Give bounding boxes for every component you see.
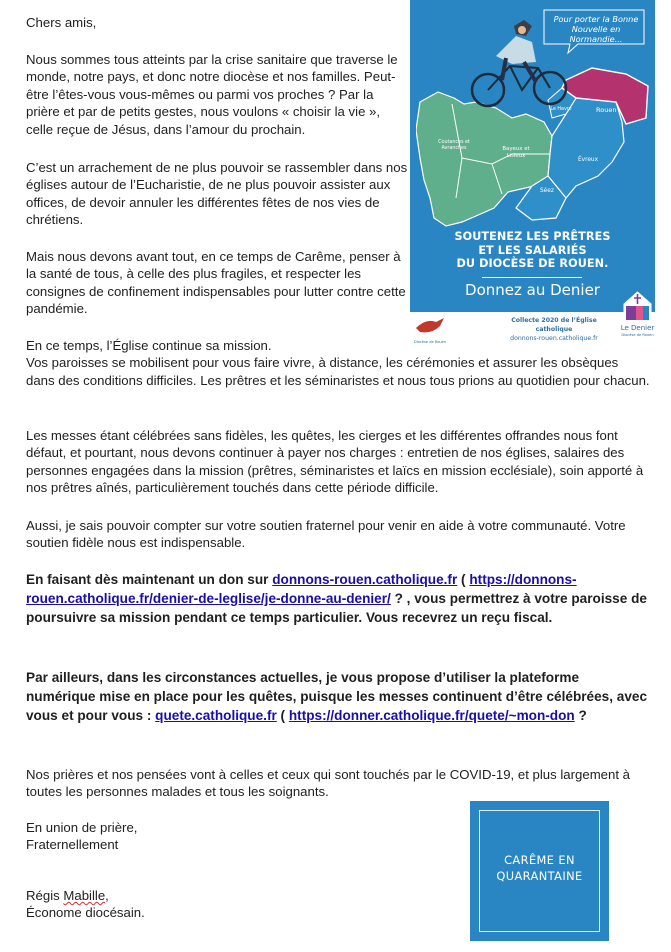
quete-paren: ( (276, 708, 289, 723)
signature-title: Économe diocésain. (26, 905, 145, 921)
donation-text-pre: En faisant dès maintenant un don sur (26, 572, 273, 587)
diocese-logo (412, 316, 448, 344)
paragraph-prayers: Nos prières et nos pensées vont à celles et ceux qui sont touchés par le COVID-19, et plus largement à toutes les personnes malades et tous les soignants. (26, 767, 631, 800)
paragraph-quete (26, 668, 650, 725)
denier-logo-text: Le Denier (620, 324, 655, 332)
region-le-havre: Le Havre (550, 107, 572, 112)
donation-paren: ( (457, 572, 470, 587)
region-seez: Séez (540, 188, 554, 194)
paragraph-crisis: Nous sommes tous atteints par la crise sanitaire que traverse le monde, notre pays, et donc notre diocèse et nos familles. Peut-être l’êtes-vous vous-mêmes ou parmi vos proches ? Par la prière et par de petits gestes, nous voulons « choisir la vie », celle reçue de Jésus, dans l’amour du prochain. (26, 52, 398, 137)
quete-url-link[interactable]: https://donner.catholique.fr/quete/~mon-don (288, 708, 575, 723)
poster-tagline: Pour porter la Bonne Nouvelle en Normandie... (553, 14, 639, 44)
denier-url-link[interactable]: https://donnons-rouen.catholique.fr/denier-de-leglise/je-donne-au-denier/ (26, 572, 577, 606)
donation-text-post: ? , vous permettrez à votre paroisse de poursuivre sa mission pendant ce temps particulier. Vous recevrez un reçu fiscal. (26, 591, 647, 625)
donnons-rouen-link[interactable]: donnons-rouen.catholique.fr (272, 572, 458, 587)
denier-logo (620, 290, 655, 345)
careme-text: CARÊME EN QUARANTAINE (496, 853, 583, 883)
church-icon (620, 290, 655, 324)
paragraph-lent: Mais nous devons avant tout, en ce temps de Carême, penser à la santé de tous, à celle des plus fragiles, et respecter les consignes de confinement indispensables pour lutter contre cette pandémie. (26, 249, 406, 317)
diocese-logo-text: Diocèse de Rouen (413, 340, 447, 345)
poster-footer: Collecte 2020 de l’Église catholique donnons-rouen.catholique.fr (510, 317, 598, 342)
poster-divider (482, 277, 582, 278)
careme-quarantaine-box (470, 801, 609, 941)
poster-headline: SOUTENEZ LES PRÊTRES ET LES SALARIÉS DU DIOCÈSE DE ROUEN. (454, 230, 611, 270)
quete-text-pre: Par ailleurs, dans les circonstances actuelles, je vous propose d’utiliser la plateforme numérique mise en place pour les quêtes, puisque les messes continuent d’être célébrées, avec vous et pour vous : (26, 670, 648, 723)
mission-body: Vos paroisses se mobilisent pour vous faire vivre, à distance, les cérémonies et assurer les obsèques dans des conditions difficiles. Les prêtres et les séminaristes et nous tous prions au quotidien pour chacun. (26, 355, 650, 388)
cyclist-icon (466, 18, 576, 110)
mission-intro: En ce temps, l’Église continue sa mission. (26, 338, 272, 353)
region-coutances: Coutances et Avranches (438, 140, 470, 151)
dove-icon (412, 316, 448, 336)
paragraph-support: Aussi, je sais pouvoir compter sur votre soutien fraternel pour venir en aide à votre communauté. Votre soutien fidèle nous est indispensable. (26, 518, 626, 551)
paragraph-donation (26, 570, 650, 627)
quete-text-post: ? (574, 708, 587, 723)
paragraph-charges: Les messes étant célébrées sans fidèles, les quêtes, les cierges et les différentes offrandes nous font défaut, et pourtant, nous devons continuer à payer nos charges : entretien de nos églises, salaires des personnes engagées dans la mission (prêtres, séminaristes et laïcs en mission ecclésiale), soin apporté à nos prêtres aînés, particulièrement touchés dans cette période difficile. (26, 428, 644, 496)
region-evreux: Évreux (578, 157, 599, 163)
closing-fraternally: Fraternellement (26, 837, 119, 853)
region-bayeux: Bayeux et Lisieux (502, 146, 530, 159)
denier-logo-subtext: Diocèse de Rouen (621, 333, 654, 337)
paragraph-churches: C’est un arrachement de ne plus pouvoir se rassembler dans nos églises autour de l’Eucharistie, de ne plus pouvoir assister aux offices, de devoir annuler les différentes fêtes de nos vies de chrétiens. (26, 160, 408, 228)
closing-union: En union de prière, (26, 820, 138, 835)
quete-link[interactable]: quete.catholique.fr (155, 708, 277, 723)
closing (26, 819, 410, 854)
signature-name: Régis Mabille, (26, 888, 109, 903)
greeting: Chers amis, (26, 15, 97, 30)
signature (26, 887, 410, 922)
region-rouen: Rouen (596, 106, 617, 114)
denier-poster (410, 0, 655, 345)
poster-donnez: Donnez au Denier (465, 281, 600, 299)
